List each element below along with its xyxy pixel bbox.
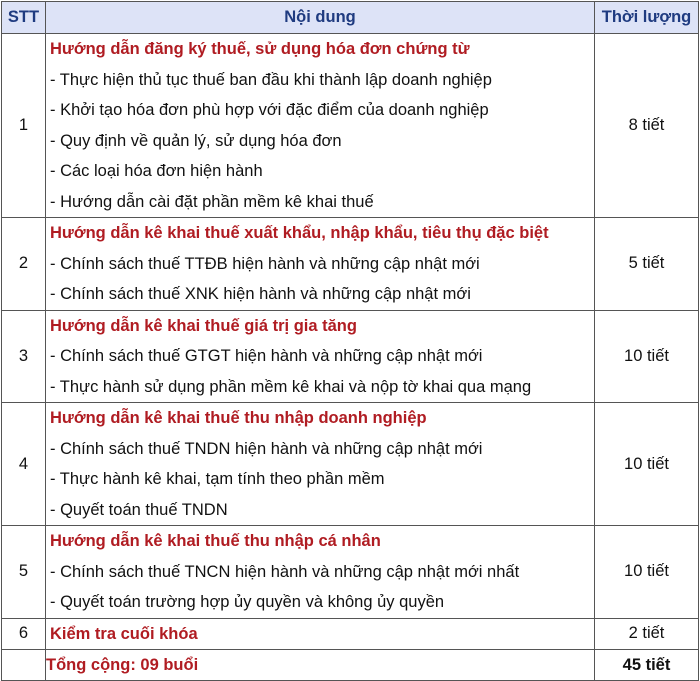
section-title: Hướng dẫn kê khai thuế xuất khẩu, nhập khẩu, tiêu thụ đặc biệt — [50, 224, 549, 242]
table-row — [2, 618, 699, 650]
row-stt: 1 — [2, 34, 46, 218]
header-stt: STT — [2, 2, 46, 34]
section-title: Hướng dẫn kê khai thuế thu nhập doanh nghiệp — [50, 409, 427, 427]
row-duration: 5 tiết — [595, 218, 699, 311]
total-row — [2, 650, 699, 681]
list-item: - Quy định về quản lý, sử dụng hóa đơn — [50, 131, 342, 150]
list-item: - Chính sách thuế TTĐB hiện hành và những cập nhật mới — [50, 254, 480, 273]
curriculum-table — [1, 1, 699, 681]
total-value: 45 tiết — [595, 650, 699, 681]
table-header-row — [2, 2, 699, 34]
list-item: - Quyết toán thuế TNDN — [50, 500, 228, 519]
section-title: Hướng dẫn đăng ký thuế, sử dụng hóa đơn chứng từ — [50, 40, 470, 58]
table-row — [2, 403, 699, 526]
list-item: - Chính sách thuế GTGT hiện hành và những cập nhật mới — [50, 347, 483, 365]
row-stt: 5 — [2, 526, 46, 619]
row-stt: 4 — [2, 403, 46, 526]
table-row — [2, 34, 699, 218]
header-content: Nội dung — [46, 2, 595, 34]
header-duration: Thời lượng — [595, 2, 699, 34]
table-row — [2, 310, 699, 403]
section-title: Hướng dẫn kê khai thuế giá trị gia tăng — [50, 316, 357, 335]
total-label: Tổng cộng: 09 buổi — [46, 650, 595, 681]
section-title: Kiểm tra cuối khóa — [50, 624, 198, 643]
row-stt: 3 — [2, 310, 46, 403]
row-duration: 10 tiết — [595, 310, 699, 403]
list-item: - Chính sách thuế TNCN hiện hành và những cập nhật mới nhất — [50, 562, 520, 581]
list-item: - Thực hành kê khai, tạm tính theo phần mềm — [50, 470, 385, 488]
section-title: Hướng dẫn kê khai thuế thu nhập cá nhân — [50, 532, 381, 550]
list-item: - Hướng dẫn cài đặt phần mềm kê khai thuế — [50, 192, 374, 211]
list-item: - Thực hiện thủ tục thuế ban đầu khi thành lập doanh nghiệp — [50, 70, 492, 89]
row-content — [46, 526, 595, 619]
row-duration: 10 tiết — [595, 403, 699, 526]
row-duration: 2 tiết — [595, 618, 699, 650]
table-row — [2, 218, 699, 311]
row-stt: 6 — [2, 618, 46, 650]
row-stt: 2 — [2, 218, 46, 311]
list-item: - Chính sách thuế XNK hiện hành và những cập nhật mới — [50, 285, 471, 303]
list-item: - Các loại hóa đơn hiện hành — [50, 162, 263, 180]
table-row — [2, 526, 699, 619]
row-content — [46, 310, 595, 403]
list-item: - Thực hành sử dụng phần mềm kê khai và nộp tờ khai qua mạng — [50, 377, 532, 396]
row-content — [46, 218, 595, 311]
row-content — [46, 34, 595, 218]
row-duration: 10 tiết — [595, 526, 699, 619]
row-content — [46, 618, 595, 650]
total-stt-cell — [2, 650, 46, 681]
row-duration: 8 tiết — [595, 34, 699, 218]
row-content — [46, 403, 595, 526]
list-item: - Chính sách thuế TNDN hiện hành và những cập nhật mới — [50, 439, 483, 458]
list-item: - Khởi tạo hóa đơn phù hợp với đặc điểm của doanh nghiệp — [50, 101, 489, 119]
list-item: - Quyết toán trường hợp ủy quyền và không ủy quyền — [50, 593, 445, 611]
